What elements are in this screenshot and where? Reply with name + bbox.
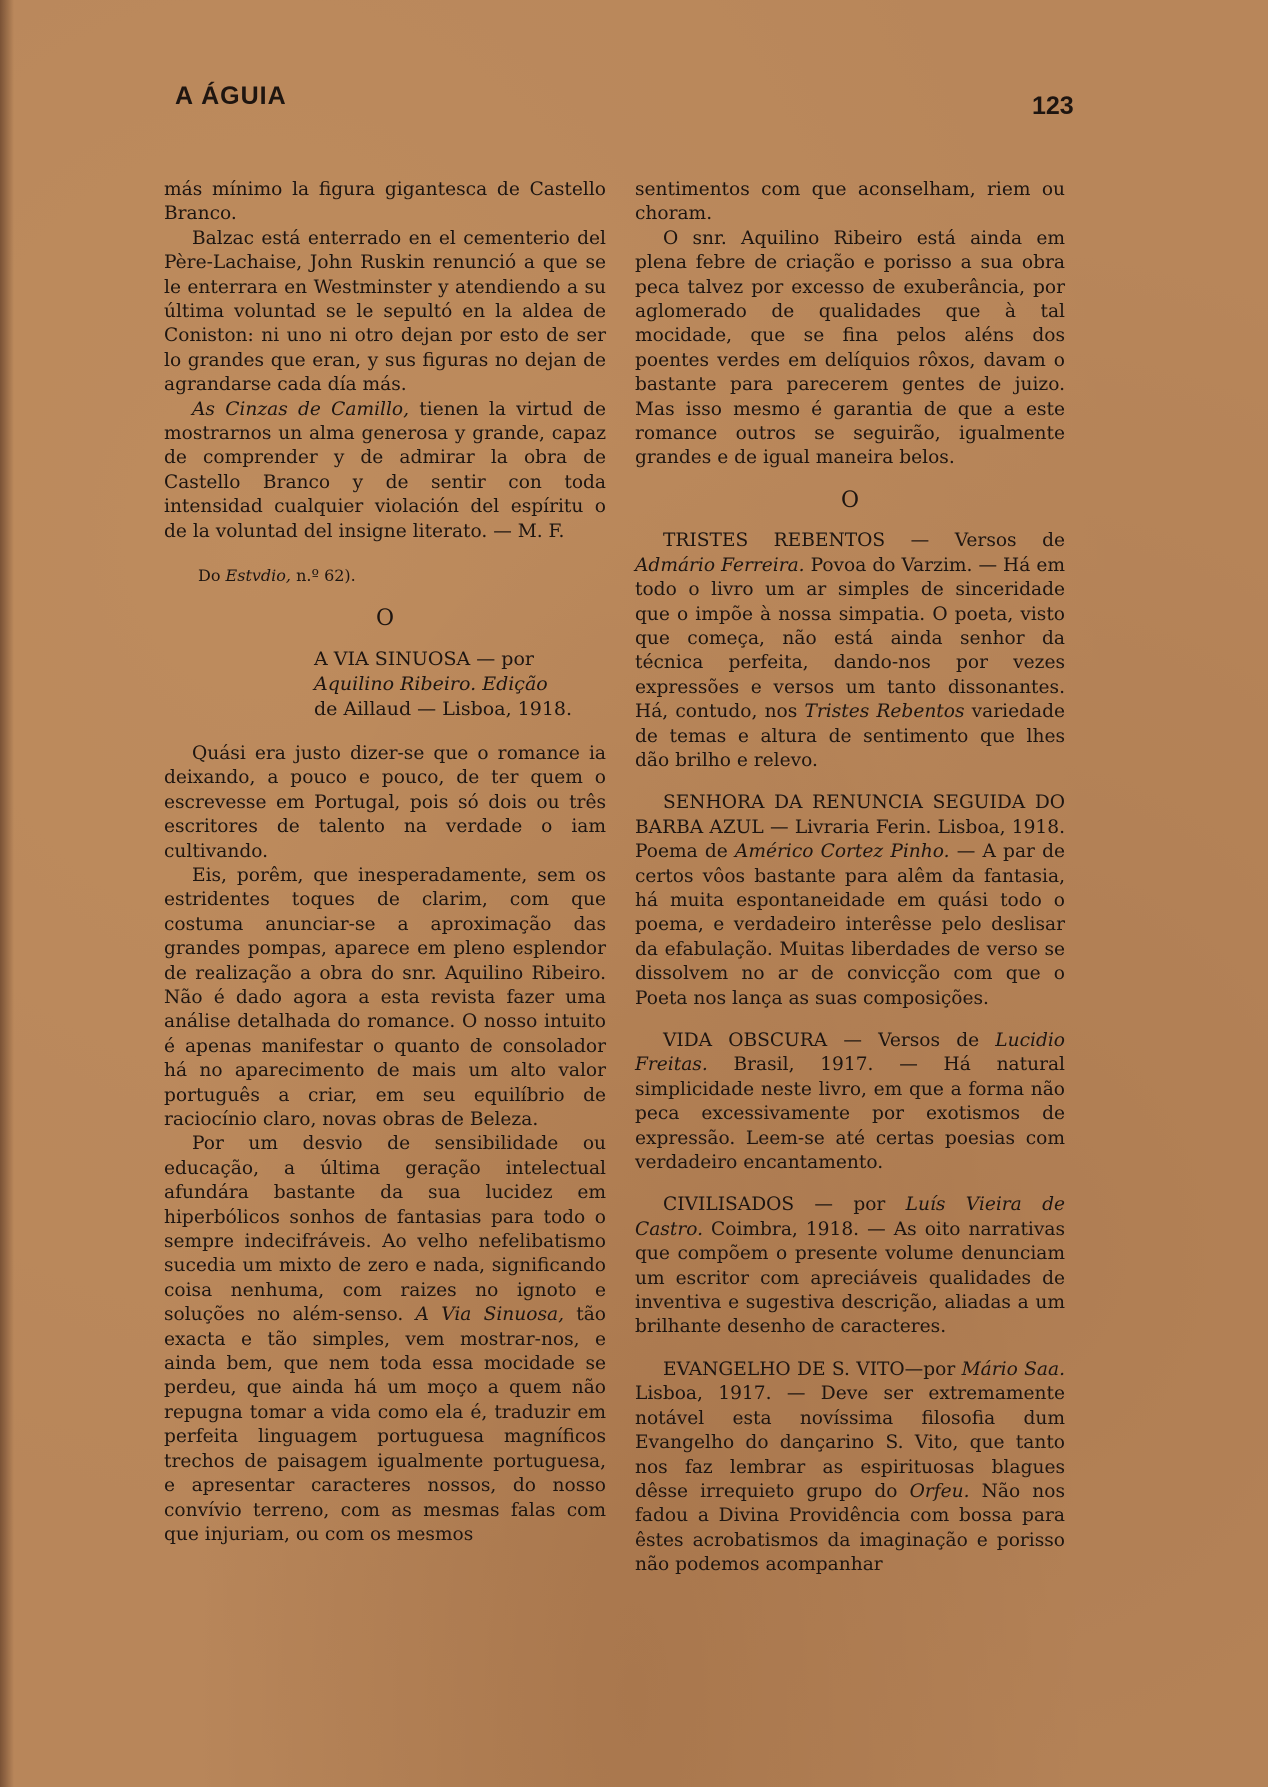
right-column: [635, 178, 1065, 1578]
paragraph: sentimentos com que aconselham, riem ou choram.: [635, 179, 1065, 225]
paragraph: Balzac está enterrado en el cementerio del Père-Lachaise, John Ruskin renunció a que se le enterrara en Westminster y atendiendo a su última voluntad se le sepultó en la aldea de Coniston: ni uno ni otro dejan por esto de ser lo grandes que eran, y sus figuras no dejan de agrandarse cada día más.: [164, 227, 606, 396]
left-column: [164, 178, 606, 1547]
section-ornament: O: [840, 487, 860, 513]
review-entry: SENHORA DA RENUNCIA SEGUIDA DO BARBA AZUL — Livraria Ferin. Lisboa, 1918. Poema de Américo Cortez Pinho. — A par de certos vôos bastante para alêm da fantasia, há muita espontaneidade em quási todo o poema, e verdadeiro interêsse pelo deslisar da efabulação. Muitas liberdades de verso se dissolvem no ar de convicção com que o Poeta nos lança as suas composições.: [635, 792, 1065, 1009]
journal-title: A ÁGUIA: [175, 82, 287, 110]
page-number: 123: [1032, 92, 1074, 120]
paragraph: Por um desvio de sensibilidade ou educação, a última geração intelectual afundára bastante da sua lucidez em hiperbólicos sonhos de fantasias para todo o sempre indecifráveis. Ao velho nefelibatismo sucedia um mixto de zero e nada, significando coisa nenhuma, com raizes no ignoto e soluções no além-senso. A Via Sinuosa, tão exacta e tão simples, vem mostrar-nos, e ainda bem, que nem toda essa mocidade se perdeu, que ainda há um moço a quem não repugna tomar a vida como ela é, traduzir em perfeita linguagem portuguesa magníficos trechos de paisagem igualmente portuguesa, e apresentar caracteres nossos, do nosso convívio terreno, com as mesmas falas com que injuriam, ou com os mesmos: [164, 1133, 606, 1545]
review-entry: EVANGELHO DE S. VITO—por Mário Saa. Lisboa, 1917. — Deve ser extremamente notável esta novíssima filosofia dum Evangelho do dançarino S. Vito, que tanto nos faz lembrar as espirituosas blagues dêsse irrequieto grupo do Orfeu. Não nos fadou a Divina Providência com bossa para êstes acrobatismos da imaginação e porisso não podemos acompanhar: [635, 1358, 1065, 1576]
page-edge: [0, 0, 14, 1787]
review-entry: VIDA OBSCURA — Versos de Lucidio Freitas. Brasil, 1917. — Há natural simplicidade neste livro, em que a forma não peca excessivamente por exotismos de expressão. Leem-se até certas poesias com verdadeiro encantamento.: [635, 1030, 1065, 1174]
book-title: A Via Sinuosa,: [415, 1304, 564, 1326]
book-title: As Cinzas de Camillo,: [192, 398, 410, 420]
paragraph: As Cinzas de Camillo, tienen la virtud de mostrarnos un alma generosa y grande, capaz de comprender y de admirar la obra de Castello Branco y de sentir con toda intensidad cualquier violación del espíritu o de la voluntad del insigne literato. — M. F.: [164, 398, 606, 542]
paragraph: Quási era justo dizer-se que o romance ia deixando, a pouco e pouco, de ter quem o escrevesse em Portugal, pois só dois ou três escritores de talento na verdade o iam cultivando.: [164, 742, 606, 862]
review-heading: A VIA SINUOSA — por Aquilino Ribeiro. Edição de Aillaud — Lisboa, 1918.: [314, 647, 573, 720]
review-entry: CIVILISADOS — por Luís Vieira de Castro. Coimbra, 1918. — As oito narrativas que compõem o presente volume denunciam um escritor com apreciáveis qualidades de inventiva e sugestiva descrição, aliadas a um brilhante desenho de caracteres.: [635, 1194, 1065, 1338]
review-entry: TRISTES REBENTOS — Versos de Admário Ferreira. Povoa do Varzim. — Há em todo o livro um ar simples de sinceridade que o impõe à nossa simpatia. O poeta, visto que começa, não está ainda senhor da técnica perfeita, dando-nos por vezes expressões e versos um tanto dissonantes. Há, contudo, nos Tristes Rebentos variedade de temas e altura de sentimento que lhes dão brilho e relevo.: [635, 530, 1065, 771]
paragraph: más mínimo la figura gigantesca de Castello Branco.: [164, 179, 606, 225]
section-ornament: O: [375, 605, 395, 631]
paragraph: Eis, porêm, que inesperadamente, sem os estridentes toques de clarim, com que costuma anunciar-se a aproximação das grandes pompas, aparece em pleno esplendor de realização a obra do snr. Aquilino Ribeiro. Não é dado agora a esta revista fazer uma análise detalhada do romance. O nosso intuito é apenas manifestar o quanto de consolador há no aparecimento de mais um alto valor português a criar, em seu equilíbrio de raciocínio claro, novas obras de Beleza.: [164, 864, 606, 1130]
source-citation: Do Estvdio, n.º 62).: [198, 566, 356, 586]
paragraph: O snr. Aquilino Ribeiro está ainda em plena febre de criação e porisso a sua obra peca talvez por excesso de exuberância, por aglomerado de qualidades que à tal mocidade, que se fina pelos aléns dos poentes verdes em delíquios rôxos, davam o bastante para parecerem gentes de juizo. Mas isso mesmo é garantia de que a este romance outros se seguirão, igualmente grandes e de igual maneira belos.: [635, 227, 1065, 469]
